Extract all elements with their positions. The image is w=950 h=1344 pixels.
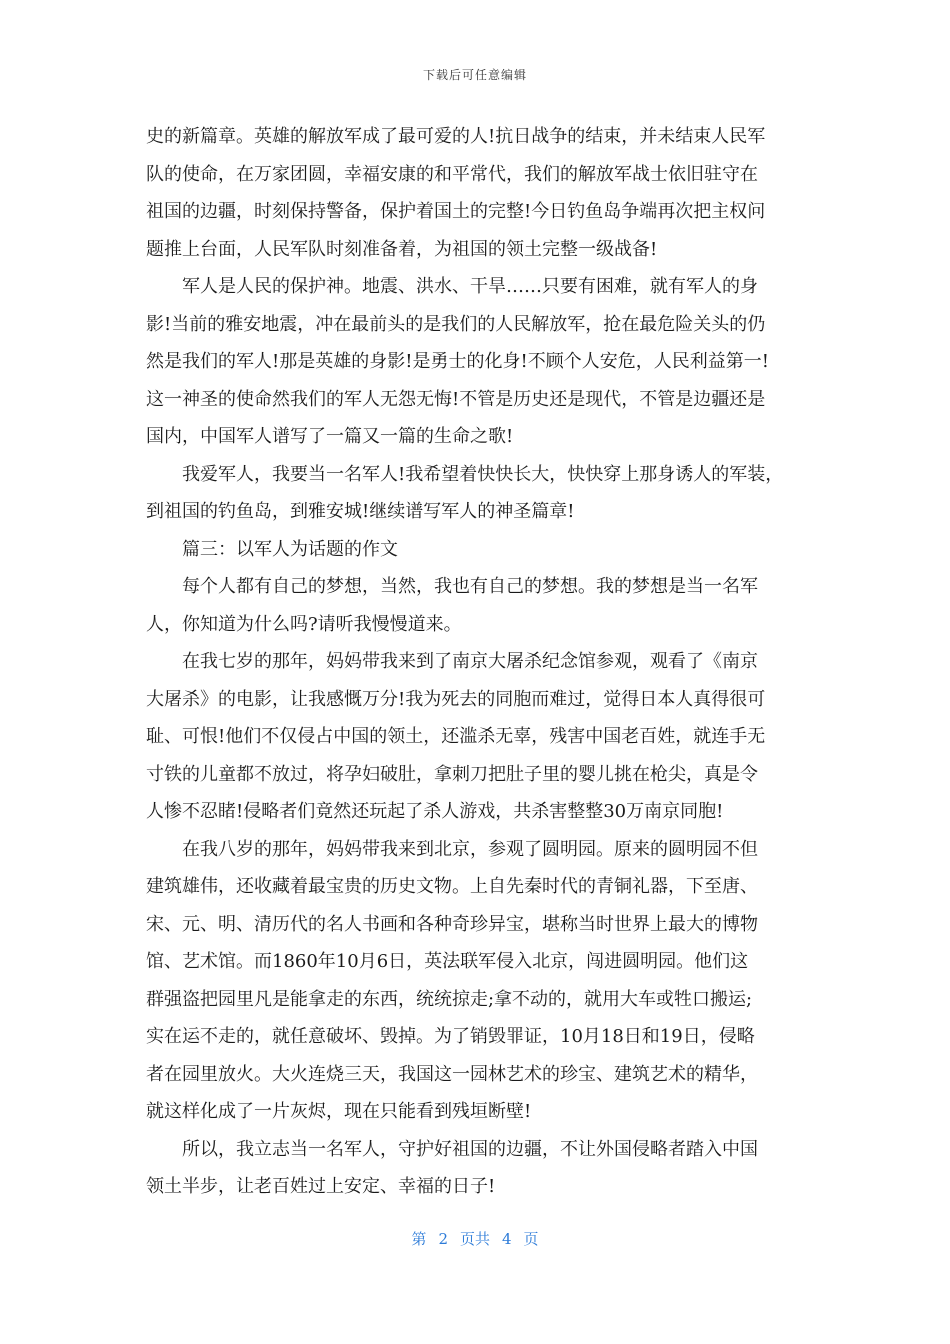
text-line: 领土半步，让老百姓过上安定、幸福的日子! bbox=[146, 1176, 496, 1197]
text-line: 大屠杀》的电影，让我感慨万分!我为死去的同胞而难过，觉得日本人真得很可 bbox=[146, 688, 766, 710]
text-line: 在我八岁的那年，妈妈带我来到北京，参观了圆明园。原来的圆明园不但 bbox=[182, 838, 758, 860]
text-line: 在我七岁的那年，妈妈带我来到了南京大屠杀纪念馆参观，观看了《南京 bbox=[182, 651, 758, 672]
text-line: 人惨不忍睹!侵略者们竟然还玩起了杀人游戏，共杀害整整30万南京同胞! bbox=[146, 801, 724, 822]
text-line: 耻、可恨!他们不仅侵占中国的领土，还滥杀无辜，残害中国老百姓，就连手无 bbox=[146, 726, 766, 747]
text-line: 到祖国的钓鱼岛，到雅安城!继续谱写军人的神圣篇章! bbox=[146, 501, 575, 522]
text-line: 者在园里放火。大火连烧三天，我国这一园林艺术的珍宝、建筑艺术的精华， bbox=[146, 1063, 758, 1085]
page-number-suffix: 页 bbox=[523, 1230, 539, 1248]
text-line: 建筑雄伟，还收藏着最宝贵的历史文物。上自先秦时代的青铜礼器，下至唐、 bbox=[146, 876, 758, 897]
text-line: 实在运不走的，就任意破坏、毁掉。为了销毁罪证，10月18日和19日，侵略 bbox=[146, 1026, 755, 1047]
text-line: 影!当前的雅安地震，冲在最前头的是我们的人民解放军，抢在最危险关头的仍 bbox=[146, 313, 766, 335]
text-line: 篇三：以军人为话题的作文 bbox=[182, 538, 398, 560]
page-header: 下载后可任意编辑 bbox=[422, 68, 527, 82]
page-number-current: 2 bbox=[438, 1230, 448, 1248]
text-line: 寸铁的儿童都不放过，将孕妇破肚，拿刺刀把肚子里的婴儿挑在枪尖，真是令 bbox=[146, 763, 758, 785]
page-number-middle: 页共 bbox=[459, 1230, 490, 1248]
page-number-prefix: 第 bbox=[411, 1230, 427, 1248]
text-line: 军人是人民的保护神。地震、洪水、干旱……只要有困难，就有军人的身 bbox=[182, 276, 758, 297]
text-line: 每个人都有自己的梦想，当然，我也有自己的梦想。我的梦想是当一名军 bbox=[182, 576, 758, 597]
text-line: 宋、元、明、清历代的名人书画和各种奇珍异宝，堪称当时世界上最大的博物 bbox=[146, 913, 758, 935]
text-line: 祖国的边疆，时刻保持警备，保护着国土的完整!今日钓鱼岛争端再次把主权问 bbox=[146, 201, 766, 222]
text-line: 就这样化成了一片灰烬，现在只能看到残垣断壁! bbox=[146, 1101, 532, 1122]
page-number-total: 4 bbox=[502, 1230, 512, 1248]
text-line: 史的新篇章。英雄的解放军成了最可爱的人!抗日战争的结束，并未结束人民军 bbox=[146, 126, 766, 147]
text-line: 群强盗把园里凡是能拿走的东西，统统掠走;拿不动的，就用大车或牲口搬运; bbox=[146, 988, 753, 1010]
text-line: 馆、艺术馆。而1860年10月6日，英法联军侵入北京，闯进圆明园。他们这 bbox=[146, 951, 749, 972]
text-line: 人，你知道为什么吗?请听我慢慢道来。 bbox=[146, 613, 462, 635]
text-line: 所以，我立志当一名军人，守护好祖国的边疆，不让外国侵略者踏入中国 bbox=[182, 1138, 758, 1160]
text-line: 然是我们的军人!那是英雄的身影!是勇士的化身!不顾个人安危，人民利益第一! bbox=[146, 351, 769, 372]
text-line: 国内，中国军人谱写了一篇又一篇的生命之歌! bbox=[146, 426, 514, 447]
text-line: 这一神圣的使命然我们的军人无怨无悔!不管是历史还是现代，不管是边疆还是 bbox=[146, 388, 766, 410]
text-line: 队的使命，在万家团圆，幸福安康的和平常代，我们的解放军战士依旧驻守在 bbox=[146, 163, 758, 185]
page-number bbox=[0, 1228, 950, 1249]
document-body bbox=[146, 118, 818, 1206]
text-line: 我爱军人，我要当一名军人!我希望着快快长大，快快穿上那身诱人的军装， bbox=[182, 463, 784, 485]
text-line: 题推上台面，人民军队时刻准备着，为祖国的领土完整一级战备! bbox=[146, 238, 658, 260]
